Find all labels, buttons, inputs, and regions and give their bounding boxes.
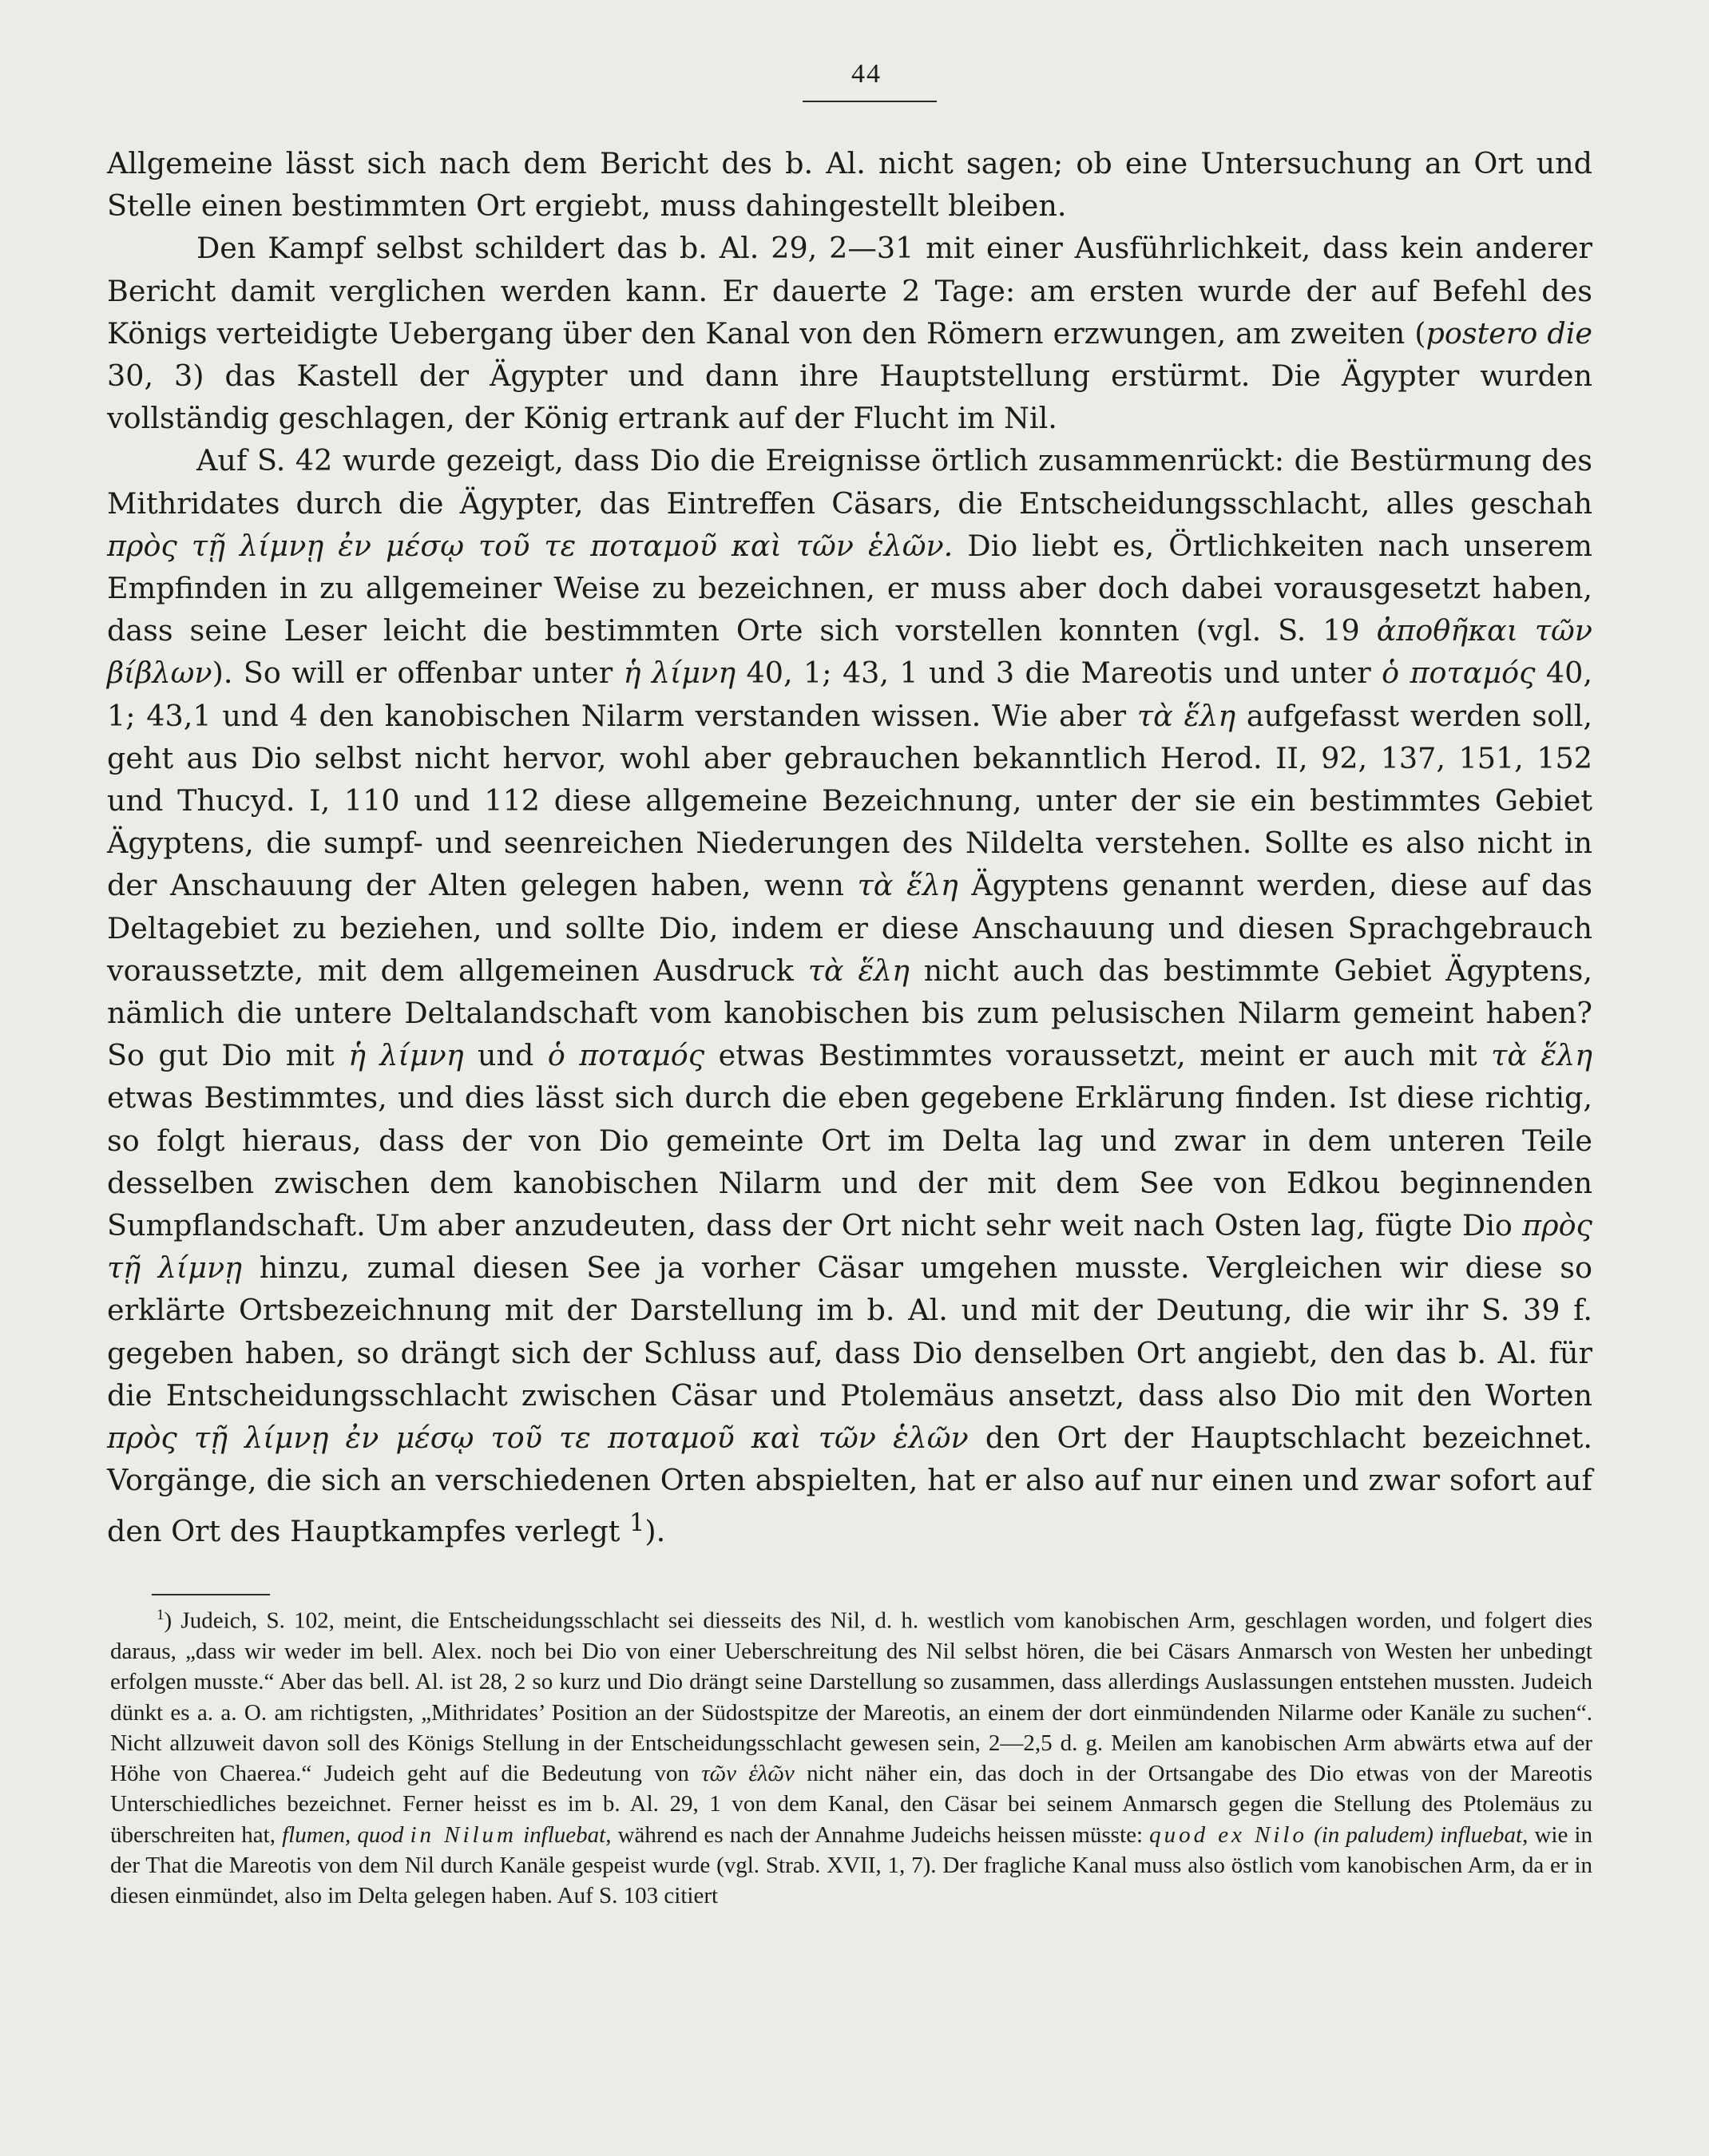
paragraph-1: Allgemeine lässt sich nach dem Bericht des b. Al. nicht sagen; ob eine Untersuchung an Ort und Stelle einen bestimmten Ort ergiebt, muss dahingestellt bleiben. bbox=[107, 146, 1592, 224]
greek-phrase: πρὸς τῇ λίμνῃ ἐν μέσῳ τοῦ τε ποταμοῦ καὶ τῶν ἑλῶν bbox=[107, 1421, 969, 1456]
footnote bbox=[110, 1600, 1592, 1912]
greek-phrase: τὰ ἕλη bbox=[857, 868, 958, 903]
text-segment: Dio liebt es, Örtlichkeiten nach unserem Empfinden in zu allgemeiner Weise zu bezeichnen, er muss aber doch dabei vorausgesetzt haben, dass seine Leser leicht die bestimmten Orte sich vorstellen konnten (vgl. S. 19 bbox=[107, 528, 1592, 648]
paragraph-2 bbox=[107, 227, 1592, 439]
latin-phrase: postero die bbox=[1425, 315, 1592, 351]
text-segment: etwas Bestimmtes, und dies lässt sich durch die eben gegebene Erklärung finden. Ist diese richtig, so folgt hieraus, dass der von Dio gemeinte Ort im Delta lag und zwar in dem unteren Teile desselben zwischen dem kanobischen Nilarm und der mit dem See von Edkou beginnenden Sumpflandschaft. Um aber anzudeuten, dass der Ort nicht sehr weit nach Osten lag, fügte Dio bbox=[107, 1080, 1592, 1243]
text-segment: nicht näher ein, das doch in der Ortsangabe des Dio etwas von der Mareotis Unterschiedliches bezeichnet. Ferner heisst es im b. Al. 29, 1 von dem Kanal, den Cäsar bei seinem Anmarsch gegen die Stellung des Ptolemäus zu überschreiten hat, bbox=[110, 1761, 1592, 1848]
paragraph-2-part-b: 30, 3) das Kastell der Ägypter und dann ihre Hauptstellung erstürmt. Die Ägypter wurden vollständig geschlagen, der König ertrank auf der Flucht im Nil. bbox=[107, 359, 1592, 436]
greek-phrase: ἡ λίμνη bbox=[623, 656, 736, 691]
text-segment: 40, 1; 43,1 und 4 den kanobischen Nilarm verstanden wissen. Wie aber bbox=[107, 656, 1592, 733]
text-segment: , wie in der That die Mareotis von dem Nil durch Kanäle gespeist wurde (vgl. Strab. XVII, 1, 7). Der fragliche Kanal muss also östlich vom kanobischen Arm, da er in diesen einmündet, also im Delta gelegen haben. Auf S. 103 citiert bbox=[110, 1821, 1592, 1909]
greek-phrase: ἀποθῆκαι τῶν βίβλων bbox=[107, 613, 1592, 691]
text-segment: und bbox=[463, 1038, 548, 1073]
page-number-rule bbox=[803, 101, 937, 102]
text-segment: ). So will er offenbar unter bbox=[212, 656, 624, 691]
footnote-reference[interactable]: 1 bbox=[629, 1508, 645, 1537]
text-segment: aufgefasst werden soll, geht aus Dio selbst nicht hervor, wohl aber gebrauchen bekanntlich Herod. II, 92, 137, 151, 152 und Thucyd. I, 110 und 112 diese allgemeine Bezeichnung, unter der sie ein bestimmtes Gebiet Ägyptens, die sumpf- und seenreichen Niederungen des Nildelta verstehen. Sollte es also nicht in der Anschauung der Alten gelegen haben, wenn bbox=[107, 698, 1592, 903]
text-segment: den Ort der Hauptschlacht bezeichnet. Vorgänge, die sich an verschiedenen Orten abspielten, hat er also auf nur einen und zwar sofort auf den Ort des Hauptkampfes verlegt bbox=[107, 1421, 1592, 1548]
text-segment: etwas Bestimmtes voraussetzt, meint er auch mit bbox=[704, 1038, 1492, 1073]
greek-phrase: πρὸς τῇ λίμνῃ bbox=[107, 1208, 1592, 1286]
text-segment: Ägyptens genannt werden, diese auf das Deltagebiet zu beziehen, und sollte Dio, indem er diese Anschauung und diesen Sprachgebrauch voraussetzte, mit dem allgemeinen Ausdruck bbox=[107, 868, 1592, 988]
footnote-rule bbox=[152, 1594, 270, 1595]
latin-phrase: influebat bbox=[517, 1821, 606, 1848]
greek-phrase: τὰ ἕλη bbox=[1136, 698, 1236, 733]
latin-phrase: (in paludem) influebat bbox=[1307, 1821, 1523, 1848]
footnote-marker: 1 bbox=[157, 1607, 165, 1623]
greek-phrase: ὁ ποταμός bbox=[547, 1038, 705, 1073]
footnote-paragraph bbox=[110, 1600, 1592, 1912]
paragraph-2-part-a: Den Kampf selbst schildert das b. Al. 29, 2—31 mit einer Ausführlichkeit, dass kein anderer Bericht damit verglichen werden kann. Er dauerte 2 Tage: am ersten wurde der auf Befehl des Königs verteidigte Uebergang über den Kanal von den Römern erzwungen, am zweiten ( bbox=[107, 231, 1592, 351]
text-segment: , während es nach der Annahme Judeichs heissen müsste: bbox=[605, 1821, 1150, 1848]
text-segment: hinzu, zumal diesen See ja vorher Cäsar umgehen musste. Vergleichen wir diese so erklärte Ortsbezeichnung mit der Darstellung im b. Al. und mit der Deutung, die wir ihr S. 39 f. gegeben haben, so drängt sich der Schluss auf, dass Dio denselben Ort angiebt, den das b. Al. für die Entscheidungsschlacht zwischen Cäsar und Ptolemäus ansetzt, dass also Dio mit den Worten bbox=[107, 1250, 1592, 1413]
text-segment: ). bbox=[644, 1513, 666, 1548]
greek-phrase: τὰ ἕλη bbox=[807, 953, 910, 988]
latin-spaced-phrase: quod ex Nilo bbox=[1149, 1821, 1307, 1848]
greek-phrase: τὰ ἕλη bbox=[1491, 1038, 1592, 1073]
text-segment: nicht auch das bestimmte Gebiet Ägyptens, nämlich die untere Deltalandschaft vom kanobischen bis zum pelusischen Nilarm gemeint haben? So gut Dio mit bbox=[107, 953, 1592, 1073]
page-number: 44 bbox=[851, 59, 882, 89]
greek-phrase: πρὸς τῇ λίμνῃ ἐν μέσῳ τοῦ τε ποταμοῦ καὶ τῶν ἑλῶν. bbox=[107, 528, 954, 563]
greek-phrase: τῶν ἑλῶν bbox=[701, 1761, 795, 1787]
paragraph-3 bbox=[107, 439, 1592, 1552]
text-segment: Auf S. 42 wurde gezeigt, dass Dio die Ereignisse örtlich zusammenrückt: die Bestürmung des Mithridates durch die Ägypter, das Eintreffen Cäsars, die Entscheidungsschlacht, alles geschah bbox=[107, 443, 1592, 521]
text-segment: ) Judeich, S. 102, meint, die Entscheidungsschlacht sei diesseits des Nil, d. h. westlich vom kanobischen Arm, geschlagen worden, und folgert dies daraus, „dass wir weder im bell. Alex. noch bei Dio von einer Ueberschreitung des Nil selbst hören, die bei Cäsars Anmarsch von Westen her unbedingt erfolgen musste.“ Aber das bell. Al. ist 28, 2 so kurz und Dio drängt seine Darstellung so zusammen, dass allerdings Auslassungen entstehen mussten. Judeich dünkt es a. a. O. am richtigsten, „Mithridates’ Position an der Südostspitze der Mareotis, an einem der dort einmündenden Nilarme oder Kanäle zu suchen“. Nicht allzuweit davon soll des Königs Stellung in der Entscheidungsschlacht gewesen sein, 2—2,5 d. g. Meilen am kanobischen Arm abwärts etwa auf der Höhe von Chaerea.“ Judeich geht auf die Bedeutung von bbox=[110, 1607, 1592, 1787]
latin-phrase: flumen, quod bbox=[282, 1821, 410, 1848]
text-segment: 40, 1; 43, 1 und 3 die Mareotis und unter bbox=[736, 656, 1382, 691]
main-text bbox=[107, 142, 1592, 1552]
greek-phrase: ὁ ποταμός bbox=[1382, 656, 1536, 691]
greek-phrase: ἡ λίμνη bbox=[348, 1038, 464, 1073]
latin-spaced-phrase: in Nilum bbox=[410, 1821, 517, 1848]
